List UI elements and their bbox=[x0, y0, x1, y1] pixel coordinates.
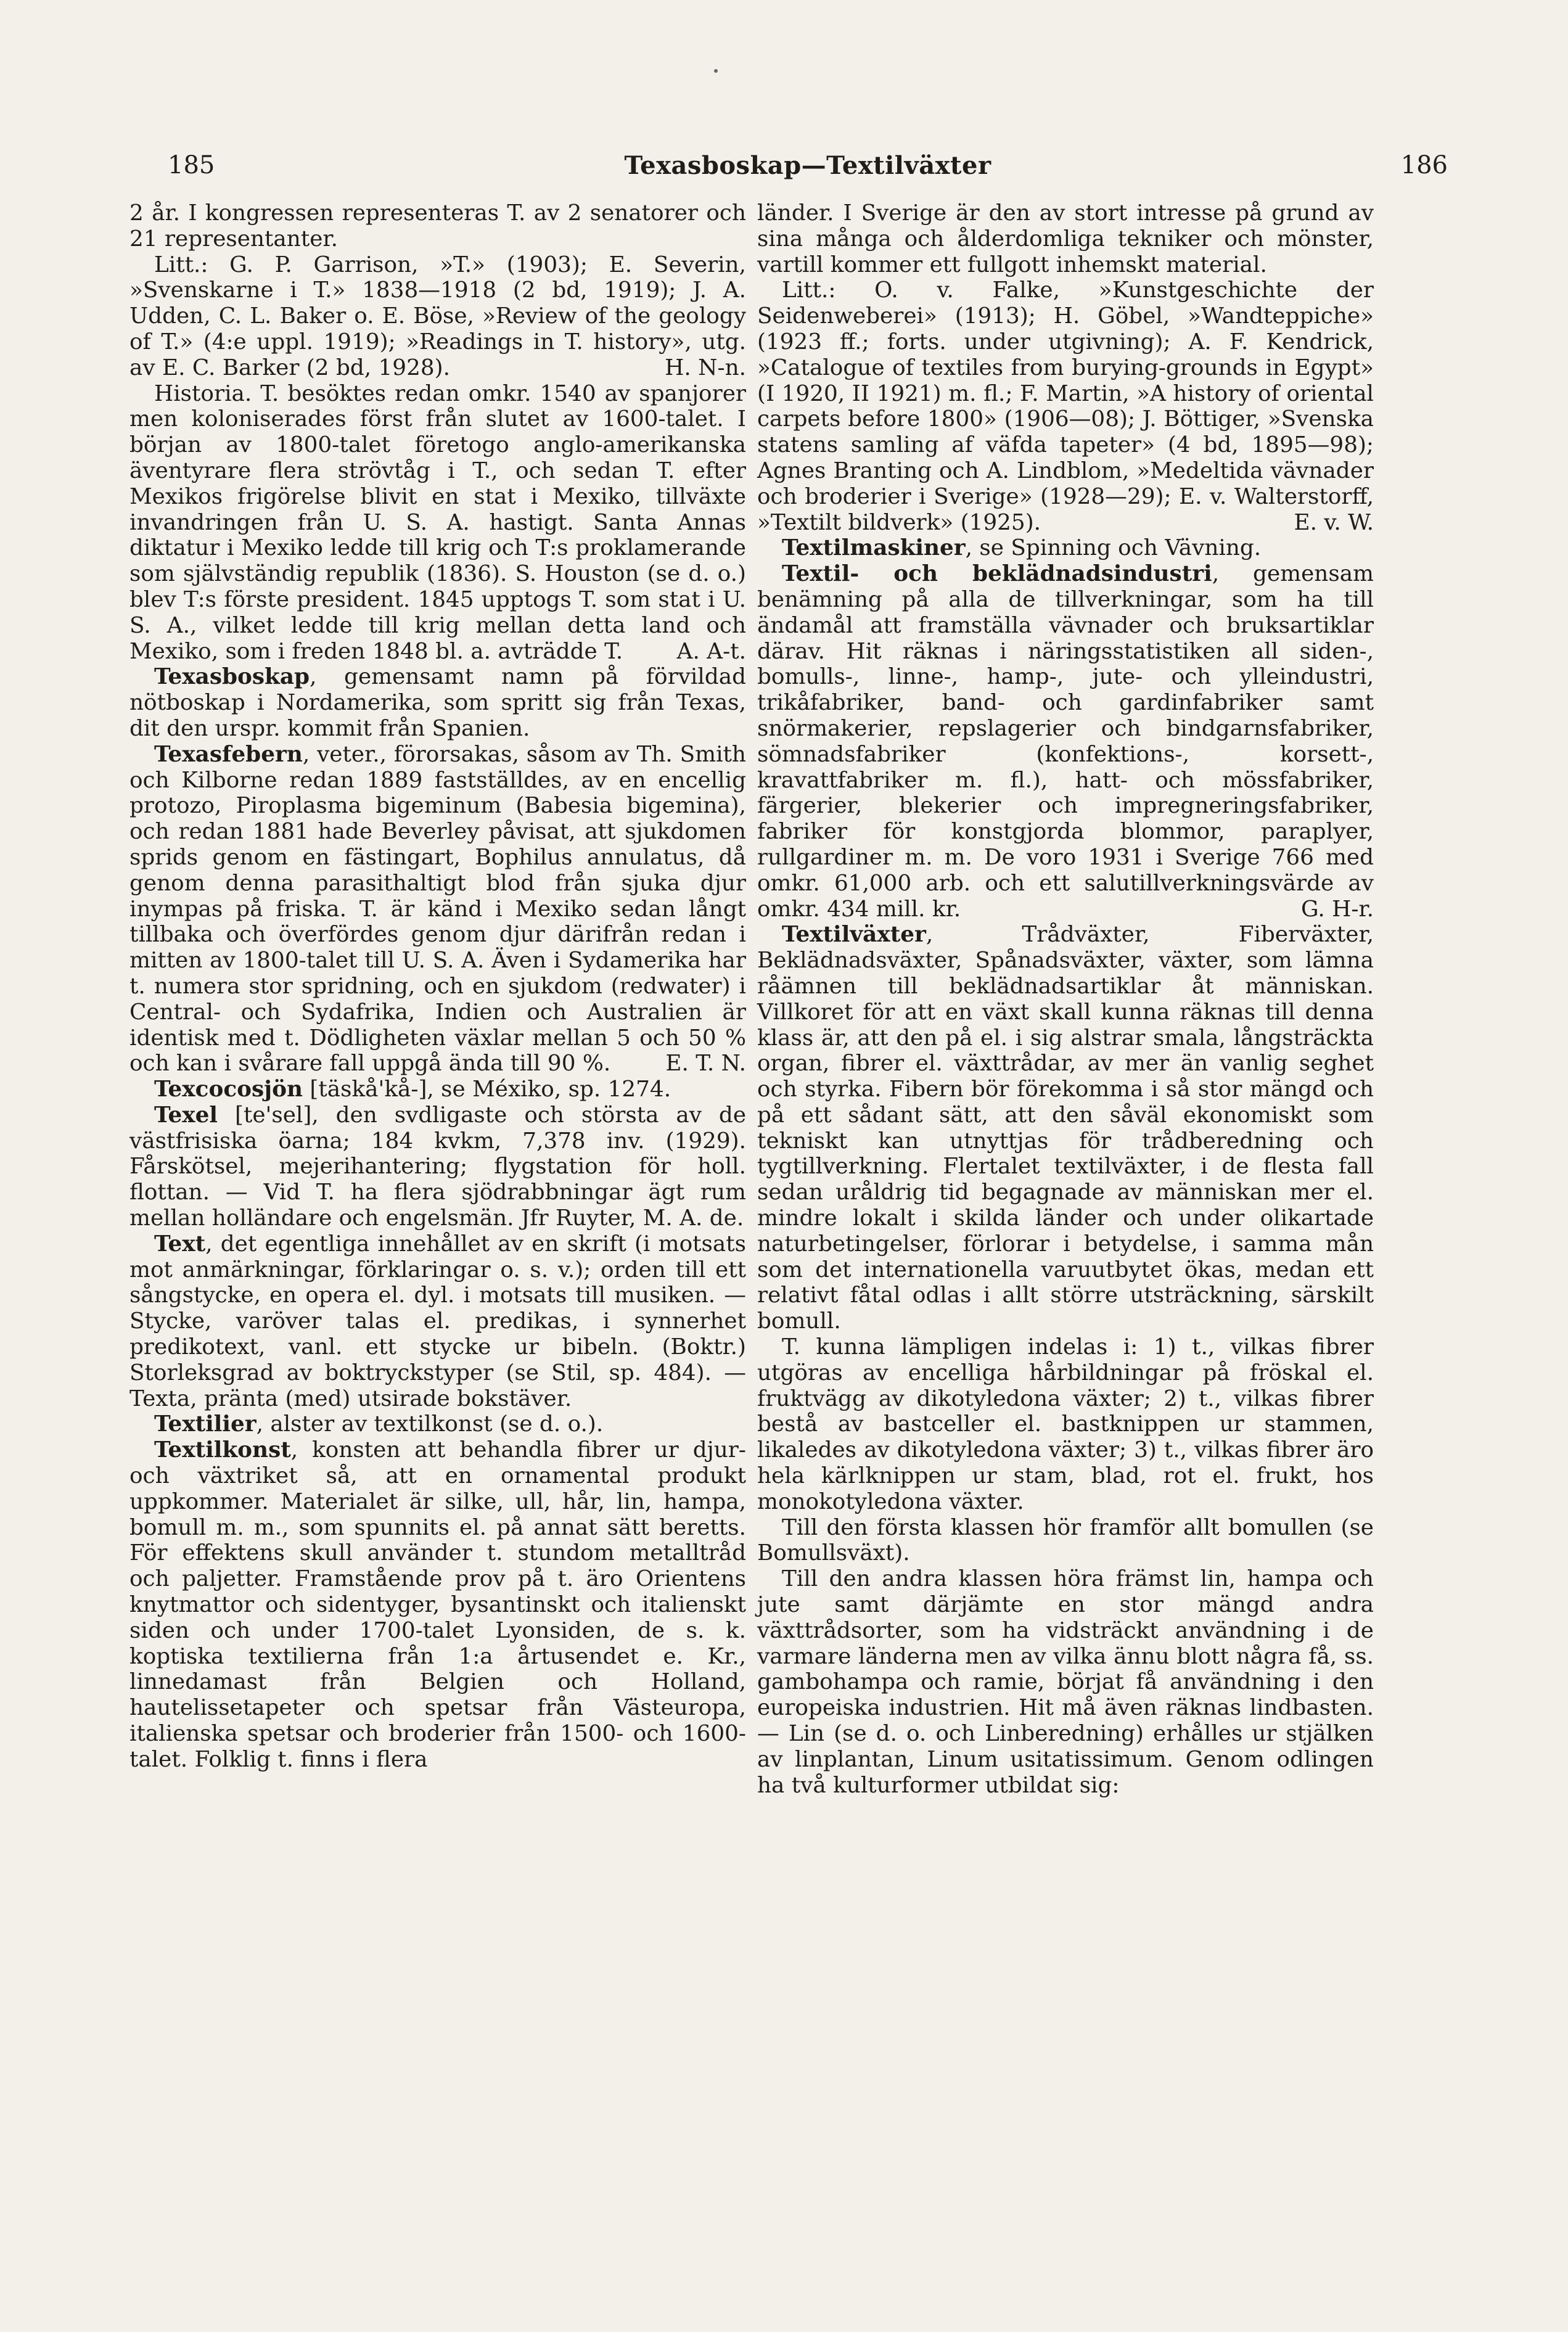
signature: A. A-t. bbox=[676, 638, 746, 664]
right-column bbox=[757, 200, 1374, 1798]
paragraph: 2 år. I kongressen representeras T. av 2 senatorer och 21 representanter. bbox=[129, 200, 746, 252]
page-number-left: 185 bbox=[168, 151, 215, 179]
entry-text: Text, det egentliga innehållet av en skrift (i motsats mot anmärkningar, förklaringar o. s. v.); orden till ett sångstycke, en opera el. dyl. i motsats till musiken. — Stycke, varöver talas el. predikas, i synnerhet predikotext, vanl. ett stycke ur bibeln. (Boktr.) Storleksgrad av boktryckstyper (se Stil, sp. 484). — Texta, pränta (med) utsirade bokstäver. bbox=[129, 1230, 746, 1411]
signature: E. v. W. bbox=[1294, 509, 1374, 535]
signature: H. N-n. bbox=[665, 355, 746, 380]
paragraph: Till den andra klassen höra främst lin, hampa och jute samt därjämte en stor mängd andra växttrådsorter, som ha vidsträckt användning i de varmare länderna men av vilka ännu blott några få, ss. gambohampa och ramie, börjat få användning i den europeiska industrien. Hit må även räknas lindbasten. — Lin (se d. o. och Linberedning) erhålles ur stjälken av linplantan, Linum usitatissimum. Genom odlingen ha två kulturformer utbildat sig: bbox=[757, 1566, 1374, 1798]
headword: Textilmaskiner bbox=[782, 535, 966, 561]
page-number-right: 186 bbox=[1400, 151, 1448, 179]
paragraph: länder. I Sverige är den av stort intresse på grund av sina många och ålderdomliga tekniker och mönster, vartill kommer ett fullgott inhemskt material. bbox=[757, 200, 1374, 277]
entry-texasfebern: Texasfebern, veter., förorsakas, såsom av Th. Smith och Kilborne redan 1889 fastställdes, av en encellig protozo, Piroplasma bigeminum (Babesia bigemina), och redan 1881 hade Beverley påvisat, att sjukdomen sprids genom en fästingart, Bophilus annulatus, då genom denna parasithaltigt blod från sjuka djur inympas på friska. T. är känd i Mexiko sedan långt tillbaka och överfördes genom djur därifrån redan i mitten av 1800-talet till U. S. A. Även i Sydamerika har t. numera stor spridning, och en sjukdom (redwater) i Central- och Sydafrika, Indien och Australien är identisk med t. Dödligheten växlar mellan 5 och 50 % och kan i svårare fall uppgå ända till 90 %. E. T. N. bbox=[129, 741, 746, 1077]
left-column bbox=[129, 200, 746, 1773]
running-title: Texasboskap—Textilväxter bbox=[624, 151, 991, 180]
paragraph: Till den första klassen hör framför allt bomullen (se Bomullsväxt). bbox=[757, 1514, 1374, 1566]
running-head bbox=[168, 151, 1448, 188]
paragraph: Litt.: O. v. Falke, »Kunstgeschichte der Seidenweberei» (1913); H. Göbel, »Wandteppiche» (1923 ff.; forts. under utgivning); A. F. Kendrick, »Catalogue of textiles from burying-grounds in Egypt» (I 1920, II 1921) m. fl.; F. Martin, »A history of oriental carpets before 1800» (1906—08); J. Böttiger, »Svenska statens samling af väfda tapeter» (4 bd, 1895—98); Agnes Branting och A. Lindblom, »Medeltida vävnader och broderier i Sverige» (1928—29); E. v. Walterstorff, »Textilt bildverk» (1925). E. v. W. bbox=[757, 277, 1374, 535]
entry-textilmaskiner: Textilmaskiner, se Spinning och Vävning. bbox=[782, 535, 1262, 561]
headword: Texcocosjön bbox=[154, 1076, 303, 1102]
headword: Text bbox=[154, 1230, 206, 1257]
signature: E. T. N. bbox=[665, 1051, 746, 1077]
headword: Texasfebern bbox=[154, 741, 303, 767]
paragraph: Historia. T. besöktes redan omkr. 1540 av spanjorer men koloniserades först från slutet av 1600-talet. I början av 1800-talet företogo anglo-amerikanska äventyrare flera strövtåg i T., och sedan T. efter Mexikos frigörelse blivit en stat i Mexiko, tillväxte invandringen från U. S. A. hastigt. Santa Annas diktatur i Mexiko ledde till krig och T:s proklamerande som självständig republik (1836). S. Houston (se d. o.) blev T:s förste president. 1845 upptogs T. som stat i U. S. A., vilket ledde till krig mellan detta land och Mexiko, som i freden 1848 bl. a. avträdde T. A. A-t. bbox=[129, 380, 746, 664]
speck bbox=[714, 69, 718, 73]
headword: Texel bbox=[154, 1101, 218, 1128]
entry-textilvaxter: Textilväxter, Trådväxter, Fiberväxter, Beklädnadsväxter, Spånadsväxter, växter, som lämna råämnen till beklädnadsartiklar åt människan. Villkoret för att en växt skall kunna räknas till denna klass är, att den på el. i sig alstrar smala, långsträckta organ, fibrer el. växttrådar, av mer än vanlig seghet och styrka. Fibern bör förekomma i så stor mängd och på ett sådant sätt, att den såväl ekonomiskt som tekniskt kan utnyttjas för trådberedning och tygtillverkning. Flertalet textilväxter, i de flesta fall sedan uråldrig tid begagnade av människan mer el. mindre lokalt i skilda länder och under olikartade naturbetingelser, förlorar i betydelse, i samma mån som det internationella varuutbytet ökas, medan ett relativt fåtal odlas i allt större utsträckning, särskilt bomull. bbox=[757, 921, 1374, 1334]
headword: Textilkonst bbox=[154, 1437, 291, 1463]
signature: G. H-r. bbox=[1301, 896, 1374, 922]
entry-textilkonst: Textilkonst, konsten att behandla fibrer ur djur- och växtriket så, att en ornamental produkt uppkommer. Materialet är silke, ull, hår, lin, hampa, bomull m. m., som spunnits el. på annat sätt beretts. För effektens skull använder t. stundom metalltråd och paljetter. Framstående prov på t. äro Orientens knytmattor och sidentyger, bysantinskt och italienskt siden och under 1700-talet Lyonsiden, de s. k. koptiska textilierna från 1:a årtusendet e. Kr., linnedamast från Belgien och Holland, hautelissetapeter och spetsar från Västeuropa, italienska spetsar och broderier från 1500- och 1600-talet. Folklig t. finns i flera bbox=[129, 1437, 746, 1772]
headword: Textilväxter bbox=[782, 921, 926, 948]
entry-textil-och-bekladnadsindustri: Textil- och beklädnadsindustri, gemensam benämning på alla de tillverkningar, som ha till ändamål att framställa vävnader och bruksartiklar därav. Hit räknas i näringsstatistiken all siden-, bomulls-, linne-, hamp-, jute- och ylleindustri, trikåfabriker, band- och gardinfabriker samt snörmakerier, repslagerier och bindgarnsfabriker, sömnadsfabriker (konfektions-, korsett-, kravattfabriker m. fl.), hatt- och mössfabriker, färgerier, blekerier och impregneringsfabriker, fabriker för konstgjorda blommor, paraplyer, rullgardiner m. m. De voro 1931 i Sverige 766 med omkr. 61,000 arb. och ett salutillverkningsvärde av omkr. 434 mill. kr. G. H-r. bbox=[757, 560, 1374, 922]
paragraph: Litt.: G. P. Garrison, »T.» (1903); E. Severin, »Svenskarne i T.» 1838—1918 (2 bd, 1919); J. A. Udden, C. L. Baker o. E. Böse, »Review of the geology of T.» (4:e uppl. 1919); »Readings in T. history», utg. av E. C. Barker (2 bd, 1928). H. N-n. bbox=[129, 252, 746, 380]
entry-texel: Texel [te'sel], den svdligaste och största av de västfrisiska öarna; 184 kvkm, 7,378 inv. (1929). Fårskötsel, mejerihantering; flygstation för holl. flottan. — Vid T. ha flera sjödrabbningar ägt rum mellan holländare och engelsmän. Jfr Ruyter, M. A. de. bbox=[129, 1101, 746, 1231]
paragraph: T. kunna lämpligen indelas i: 1) t., vilkas fibrer utgöras av encelliga hårbildningar på fröskal el. fruktvägg av dikotyledona växter; 2) t., vilkas fibrer bestå av bastceller el. bastknippen ur stammen, likaledes av dikotyledona växter; 3) t., vilkas fibrer äro hela kärlknippen ur stam, blad, rot el. frukt, hos monokotyledona växter. bbox=[757, 1334, 1374, 1514]
headword: Texasboskap bbox=[154, 663, 310, 690]
entry-texcocosjon: Texcocosjön [täskå'kå-], se Méxiko, sp. 1274. bbox=[154, 1076, 671, 1102]
entry-textilier: Textilier, alster av textilkonst (se d. o.). bbox=[154, 1411, 604, 1437]
headword: Textilier bbox=[154, 1411, 257, 1437]
entry-texasboskap: Texasboskap, gemensamt namn på förvildad nötboskap i Nordamerika, som spritt sig från Texas, dit den urspr. kommit från Spanien. bbox=[129, 663, 746, 741]
headword: Textil- och beklädnadsindustri bbox=[782, 560, 1212, 587]
